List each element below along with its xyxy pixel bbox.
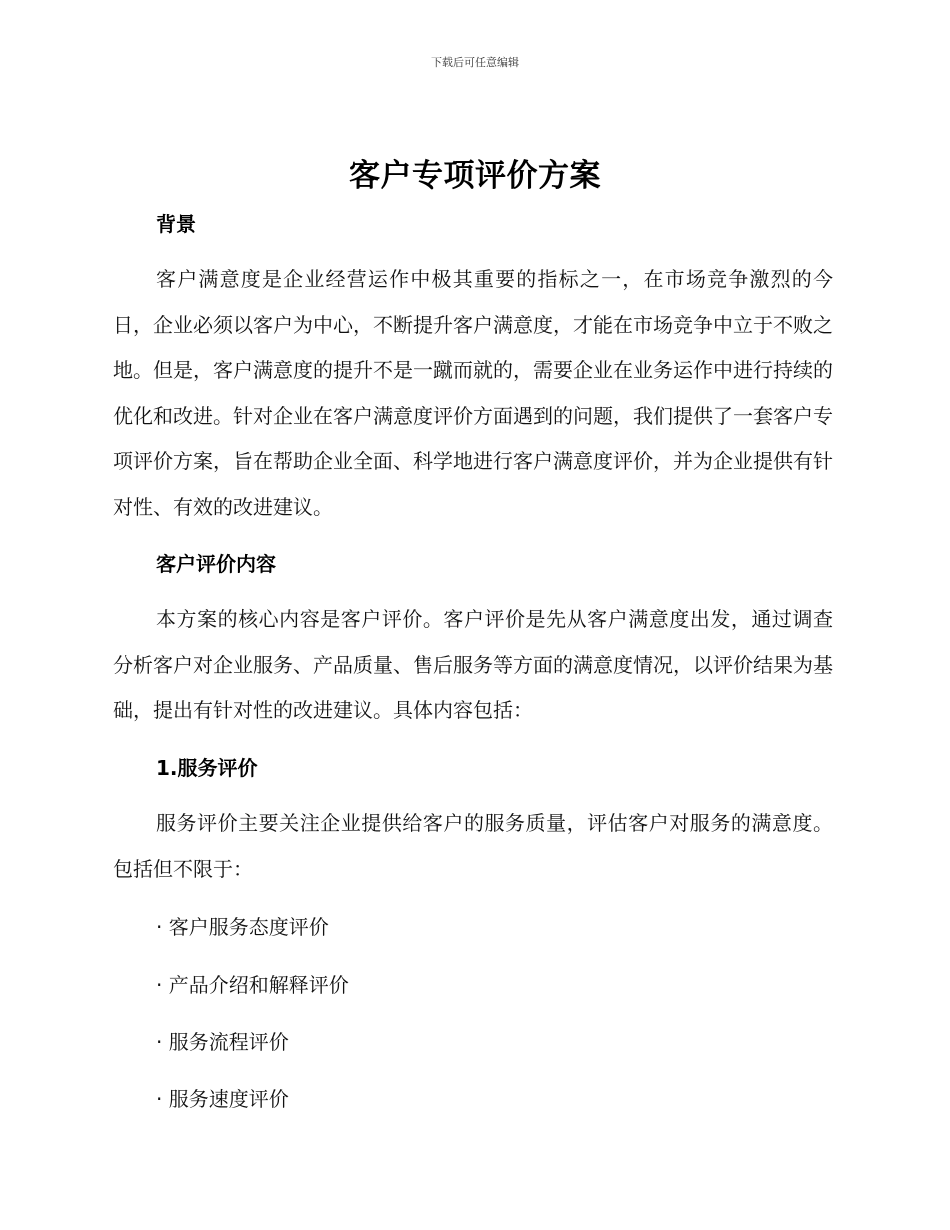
- bullet-item-service-attitude: · 客户服务态度评价: [156, 915, 329, 939]
- page-header-note: 下载后可任意编辑: [431, 56, 519, 69]
- section-heading-service: 1.服务评价: [156, 756, 258, 780]
- section-heading-content: 客户评价内容: [156, 552, 276, 576]
- paragraph-content: 本方案的核心内容是客户评价。客户评价是先从客户满意度出发，通过调查分析客户对企业服务、产品质量、售后服务等方面的满意度情况，以评价结果为基础，提出有针对性的改进建议。具体内容包括：: [113, 607, 833, 722]
- bullet-item-service-process: · 服务流程评价: [156, 1030, 289, 1054]
- document-title: 客户专项评价方案: [349, 158, 601, 194]
- section-heading-background: 背景: [156, 212, 196, 236]
- paragraph-background: 客户满意度是企业经营运作中极其重要的指标之一，在市场竞争激烈的今日，企业必须以客户为中心，不断提升客户满意度，才能在市场竞争中立于不败之地。但是，客户满意度的提升不是一蹴而就的，需要企业在业务运作中进行持续的优化和改进。针对企业在客户满意度评价方面遇到的问题，我们提供了一套客户专项评价方案，旨在帮助企业全面、科学地进行客户满意度评价，并为企业提供有针对性、有效的改进建议。: [113, 267, 833, 519]
- bullet-item-product-introduction: · 产品介绍和解释评价: [156, 973, 349, 997]
- bullet-item-service-speed: · 服务速度评价: [156, 1087, 289, 1111]
- paragraph-service: 服务评价主要关注企业提供给客户的服务质量，评估客户对服务的满意度。包括但不限于：: [113, 811, 833, 881]
